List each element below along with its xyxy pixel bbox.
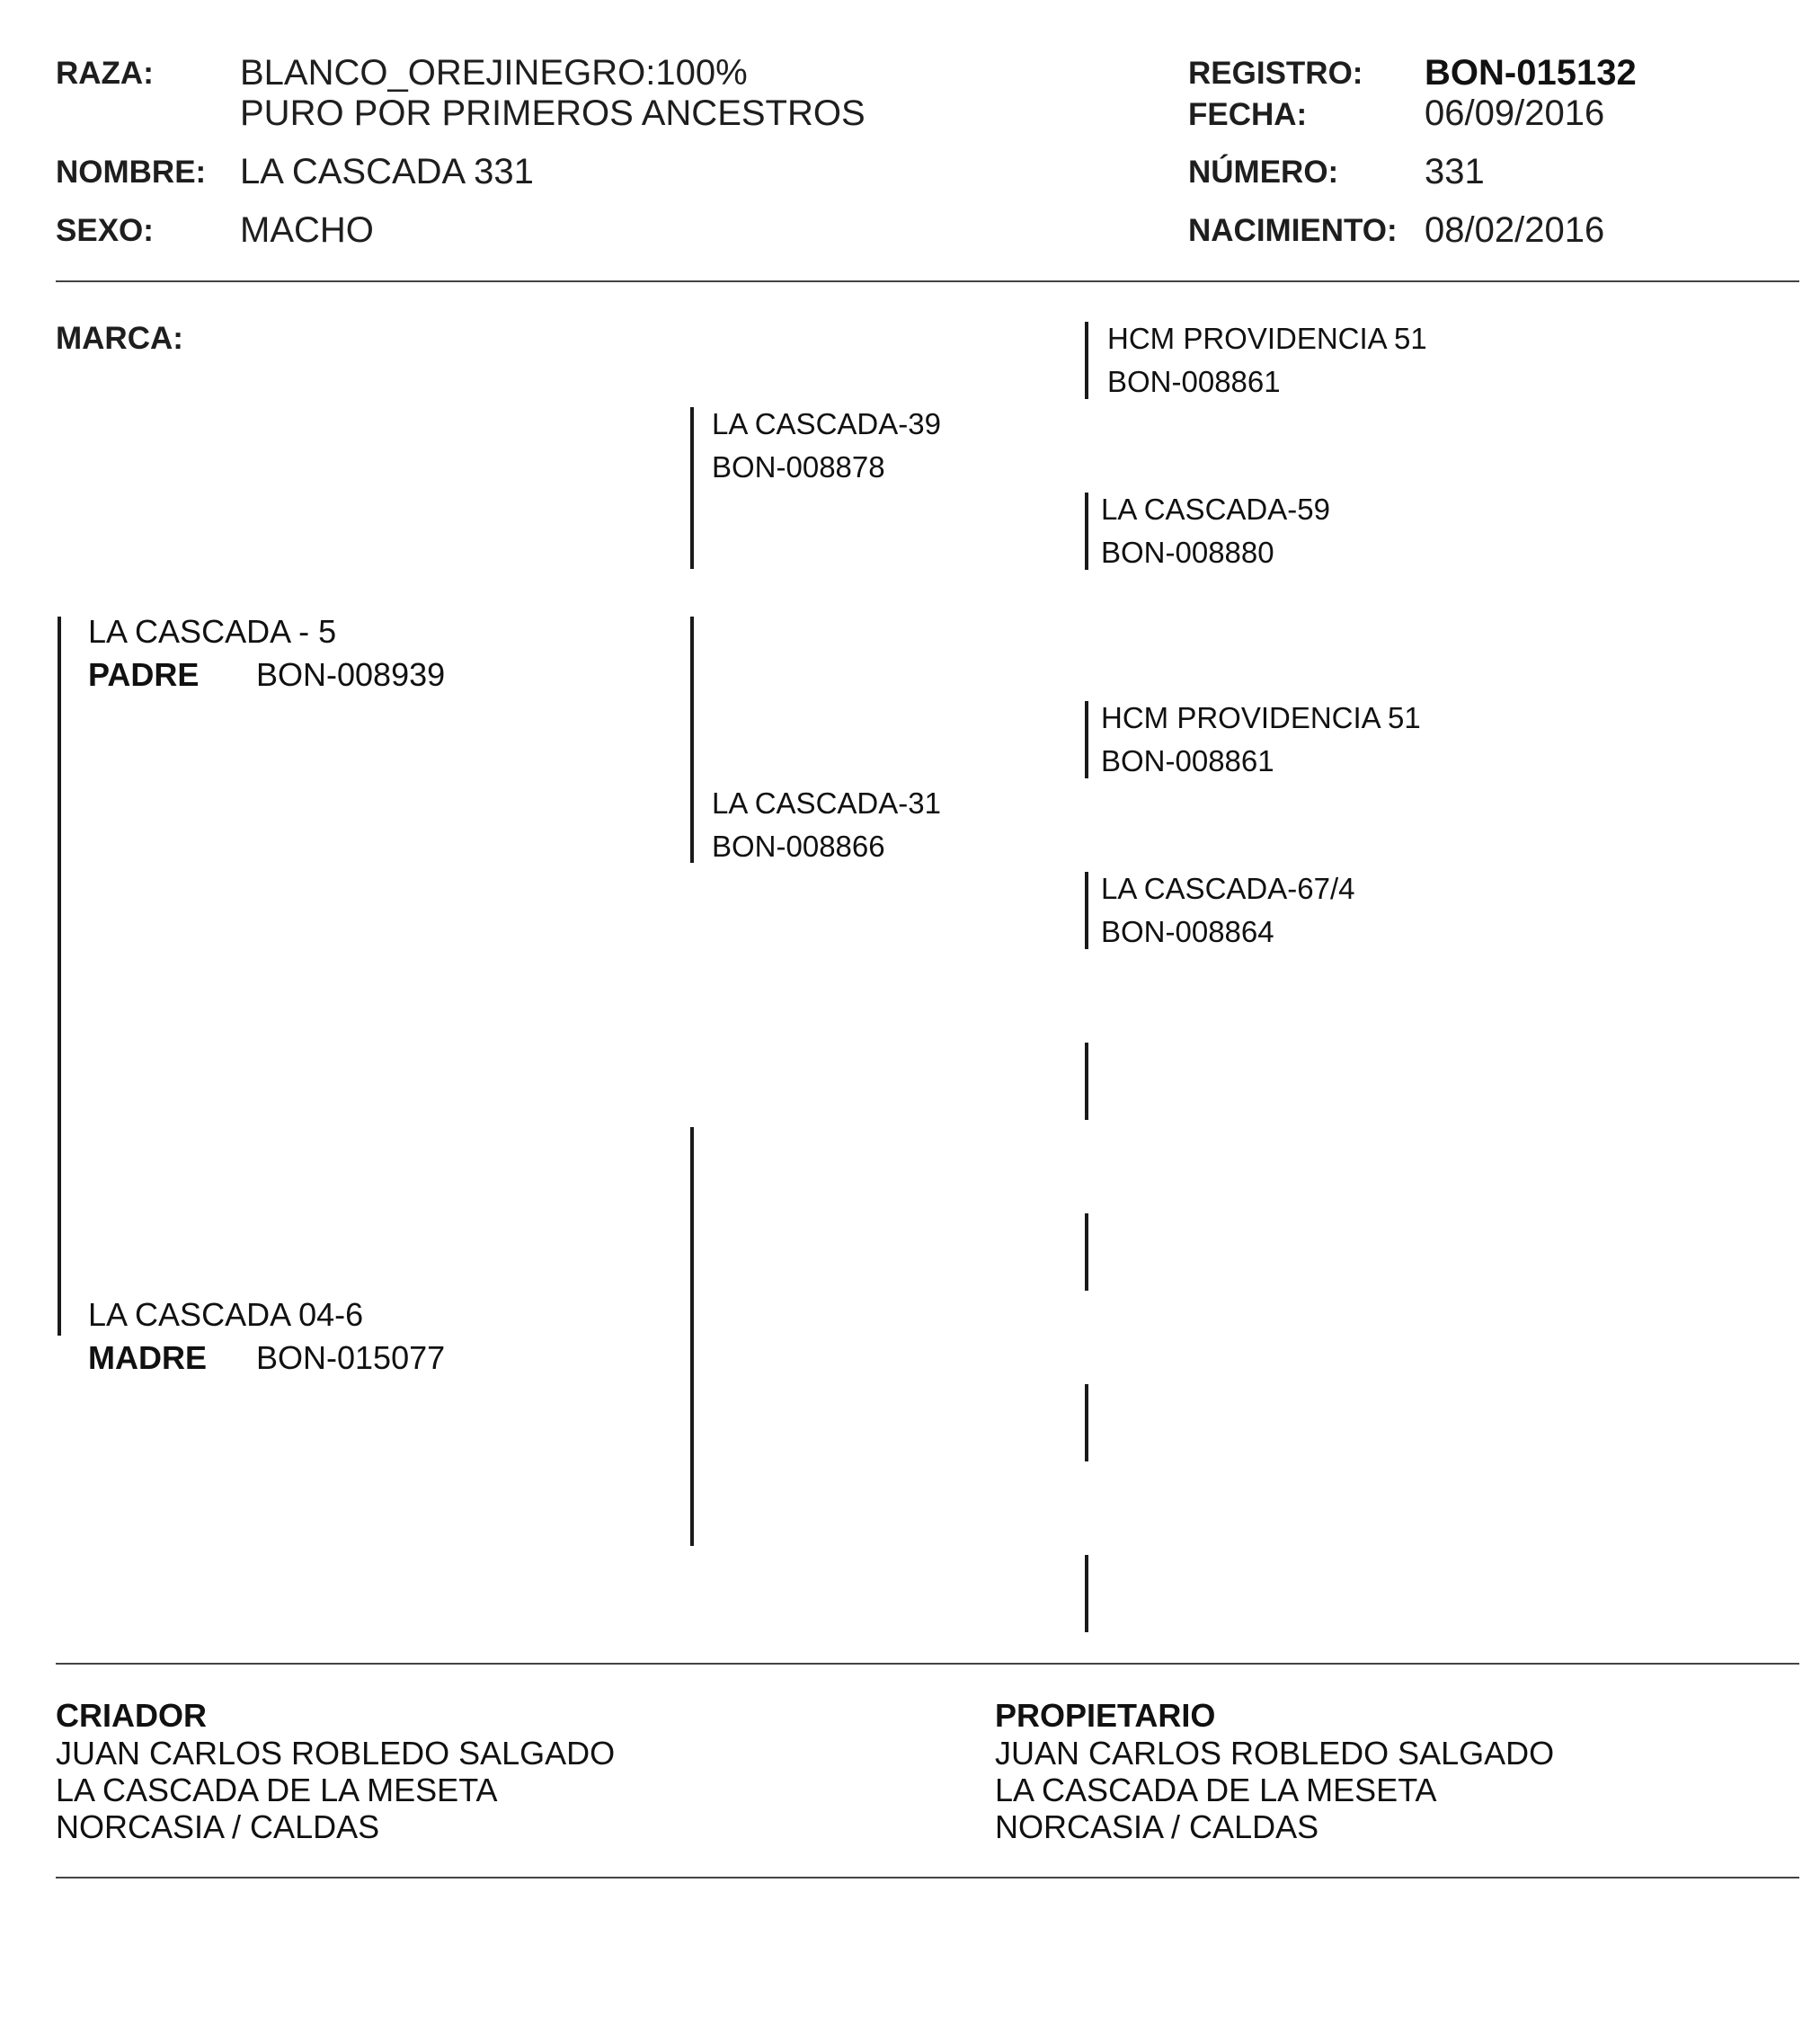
nacimiento-label: NACIMIENTO: [1188, 213, 1398, 248]
great-grandparent-1-name: HCM PROVIDENCIA 51 [1107, 322, 1427, 355]
numero-label: NÚMERO: [1188, 155, 1339, 190]
madre-reg: BON-015077 [256, 1339, 446, 1376]
nombre-label: NOMBRE: [56, 155, 207, 190]
fecha-label: FECHA: [1188, 97, 1308, 132]
dam-side-connector [690, 1127, 694, 1546]
ggp-5-bar [1085, 1043, 1088, 1120]
criador-label: CRIADOR [56, 1697, 207, 1734]
grandparent-1-name: LA CASCADA-39 [712, 407, 941, 440]
sexo-value: MACHO [240, 210, 374, 250]
propietario-farm: LA CASCADA DE LA MESETA [995, 1772, 1437, 1808]
criador-location: NORCASIA / CALDAS [56, 1808, 380, 1845]
propietario-name: JUAN CARLOS ROBLEDO SALGADO [995, 1735, 1555, 1772]
raza-line-2: PURO POR PRIMEROS ANCESTROS [240, 93, 866, 133]
sire-side-connector-top [690, 407, 694, 569]
sire-side-connector-bottom [690, 617, 694, 863]
registro-value: BON-015132 [1425, 53, 1637, 93]
propietario-label: PROPIETARIO [995, 1697, 1216, 1734]
numero-value: 331 [1425, 152, 1485, 191]
ggp-7-bar [1085, 1384, 1088, 1461]
great-grandparent-4-name: LA CASCADA-67/4 [1101, 872, 1355, 905]
great-grandparent-4-reg: BON-008864 [1101, 915, 1274, 948]
madre-role: MADRE [88, 1339, 207, 1376]
nombre-value: LA CASCADA 331 [240, 152, 534, 191]
fecha-value: 06/09/2016 [1425, 93, 1605, 133]
propietario-location: NORCASIA / CALDAS [995, 1808, 1319, 1845]
raza-line-1: BLANCO_OREJINEGRO:100% [240, 53, 748, 93]
great-grandparent-3-reg: BON-008861 [1101, 744, 1274, 777]
ggp-3-bar [1085, 701, 1088, 778]
marca-label: MARCA: [56, 321, 183, 356]
ggp-1-bar [1085, 322, 1088, 399]
grandparent-1-reg: BON-008878 [712, 450, 885, 484]
great-grandparent-2-name: LA CASCADA-59 [1101, 493, 1330, 526]
ggp-8-bar [1085, 1555, 1088, 1632]
great-grandparent-1-reg: BON-008861 [1107, 365, 1281, 398]
pedigree-divider [56, 1663, 1799, 1665]
raza-label: RAZA: [56, 56, 154, 91]
registro-label: REGISTRO: [1188, 56, 1363, 91]
grandparent-2-name: LA CASCADA-31 [712, 786, 941, 820]
footer-divider [56, 1877, 1799, 1878]
header-divider [56, 280, 1799, 282]
grandparent-2-reg: BON-008866 [712, 830, 885, 863]
ggp-4-bar [1085, 872, 1088, 949]
padre-name: LA CASCADA - 5 [88, 613, 337, 650]
great-grandparent-3-name: HCM PROVIDENCIA 51 [1101, 701, 1421, 734]
padre-madre-connector [58, 617, 61, 1336]
criador-farm: LA CASCADA DE LA MESETA [56, 1772, 498, 1808]
criador-name: JUAN CARLOS ROBLEDO SALGADO [56, 1735, 616, 1772]
padre-role: PADRE [88, 656, 200, 693]
padre-reg: BON-008939 [256, 656, 446, 693]
ggp-6-bar [1085, 1213, 1088, 1291]
great-grandparent-2-reg: BON-008880 [1101, 536, 1274, 569]
madre-name: LA CASCADA 04-6 [88, 1296, 364, 1333]
sexo-label: SEXO: [56, 213, 154, 248]
nacimiento-value: 08/02/2016 [1425, 210, 1605, 250]
ggp-2-bar [1085, 493, 1088, 570]
